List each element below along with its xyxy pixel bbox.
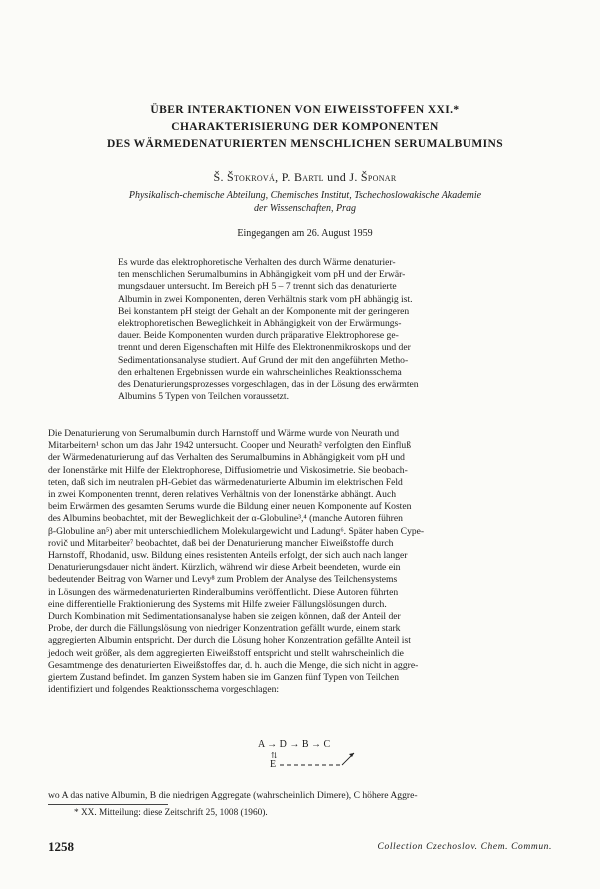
body-line: der Wärmedenaturierung auf das Verhalten des Serumalbumins in Abhängigkeit vom pH und: [48, 452, 405, 464]
scheme-equilibrium-arrow: ⇅: [271, 751, 278, 760]
body-line: Mitarbeitern¹ schon um das Jahr 1942 untersucht. Cooper und Neurath² verfolgten den Einfluß: [48, 440, 412, 452]
abstract-line: Bei konstantem pH steigt der Gehalt an der Komponente mit der geringeren: [118, 305, 410, 317]
body-line: beim Erwärmen des gesamten Serums wurde die Bildung einer neuen Komponente auf Kosten: [48, 501, 412, 513]
author-name: J. Šponar: [349, 170, 397, 184]
body-line: rovič und Mitarbeiter⁷ beobachtet, daß bei der Denaturierung mancher Eiweißstoffe durch: [48, 537, 394, 549]
journal-name: [378, 842, 552, 852]
abstract-line: Sedimentationsanalyse studiert. Auf Grund der mit den angeführten Metho-: [118, 354, 409, 366]
scheme-node-e: E: [270, 759, 277, 770]
reaction-scheme: [258, 739, 378, 779]
body-line: aggregierten Albumin entspricht. Der durch die Lösung hoher Konzentration gefällte Anteil ist: [48, 635, 411, 647]
title-line: CHARAKTERISIERUNG DER KOMPONENTEN: [171, 121, 439, 133]
scheme-dashed-arrow: [258, 739, 378, 779]
body-line: des Albumins beobachtet, mit der Beweglichkeit der α-Globuline³,⁴ (manche Autoren führen: [48, 513, 403, 525]
abstract-line: Albumin in zwei Komponenten, deren Verhältnis stark vom pH abhängig ist.: [118, 293, 413, 305]
body-line: bedeutender Beitrag von Warner und Levy⁸ zum Problem der Analyse des Teilchensystems: [48, 574, 398, 586]
body-line: teten, daß sich im neutralen pH-Gebiet das wärmedenaturierte Albumin im elektrischen Feld: [48, 476, 403, 488]
abstract-line: dauer. Beide Komponenten wurden durch präparative Elektrophorese ge-: [118, 330, 399, 342]
abstract-line: Es wurde das elektrophoretische Verhalten des durch Wärme denaturier-: [118, 257, 396, 268]
scheme-chain: A → D → B → C: [258, 739, 331, 750]
abstract-line: elektrophoretischen Beweglichkeit in Abhängigkeit von der Erwärmungs-: [118, 318, 402, 330]
journal-title: Collection Czechoslov. Chem. Commun.: [377, 842, 552, 852]
author-name: Š. Štokrová: [213, 170, 276, 184]
body-line: giertem Zustand befindet. Im ganzen System haben sie im Ganzen fünf Typen von Teilchen: [48, 672, 400, 684]
body-continuation: wo A das native Albumin, B die niedrigen Aggregate (wahrscheinlich Dimere), C höhere Aggre-: [48, 790, 418, 801]
body-line: in zwei Komponenten trennt, deren relatives Verhältnis von der Ionenstärke abhängt. Auch: [48, 489, 397, 501]
abstract-line: Albumins 5 Typen von Teilchen voraussetzt.: [118, 391, 289, 403]
abstract-line: des Denaturierungsprozesses vorgeschlagen, das in der Lösung des erwärmten: [118, 379, 419, 391]
body-line: β-Globuline an⁵) aber mit unterschiedlichem Molekulargewicht und Ladung⁶. Später haben Cype-: [48, 525, 425, 537]
abstract-line: mungsdauer untersucht. Im Bereich pH 5 – 7 trennt sich das denaturierte: [118, 281, 397, 293]
received-date: Eingegangen am 26. August 1959: [237, 228, 373, 239]
affiliation-line: Physikalisch-chemische Abteilung, Chemisches Institut, Tschechoslowakische Akademie: [128, 190, 482, 201]
affiliation: [80, 189, 530, 215]
author-name: P. Bartl: [281, 170, 324, 184]
footnote-rule: [48, 804, 168, 805]
title-line: ÜBER INTERAKTIONEN VON EIWEISSTOFFEN XXI.*: [150, 104, 460, 116]
body-line: Die Denaturierung von Serumalbumin durch Harnstoff und Wärme wurde von Neurath und: [48, 428, 400, 439]
abstract: [118, 257, 550, 403]
body-line: jedoch weit größer, als dem aggregierten Eiweißstoff entspricht und stellt wahrscheinlich die: [48, 647, 404, 659]
body-line: Durch Kombination mit Sedimentationsanalyse haben sie zeigen können, daß der Anteil der: [48, 611, 401, 623]
body-line: Denaturierungsdauer nicht ändert. Kürzlich, während wir diese Arbeit beendeten, wurde ein: [48, 562, 401, 574]
abstract-line: trennt und deren Eigenschaften mit Hilfe des Elektronenmikroskops und der: [118, 342, 411, 354]
body-line: Harnstoff, Rhodanid, usw. Bildung eines resistenten Anteils erfolgt, der sich auch nach langer: [48, 550, 408, 562]
author-separator: und: [323, 170, 350, 184]
author-line: [60, 170, 550, 185]
affiliation-line: der Wissenschaften, Prag: [254, 203, 356, 214]
body-line: Probe, der durch die Fällungslösung von niedriger Konzentration gefällt wurde, einem stark: [48, 623, 401, 635]
abstract-line: den erhaltenen Ergebnissen wurde ein wahrscheinliches Reaktionsschema: [118, 366, 402, 378]
page-number: 1258: [48, 839, 74, 854]
abstract-line: ten menschlichen Serumalbumins in Abhängigkeit vom pH und der Erwär-: [118, 269, 406, 281]
article-title: [60, 102, 550, 153]
body-text: [48, 428, 550, 696]
body-line: der Ionenstärke mit Hilfe der Elektrophorese, Diffusiometrie und Viskosimetrie. Sie beobach-: [48, 464, 408, 476]
title-line: DES WÄRMEDENATURIERTEN MENSCHLICHEN SERUMALBUMINS: [106, 138, 504, 150]
body-line: Gesamtmenge des denaturierten Eiweißstoffes dar, d. h. auch die Menge, die sich nicht in aggre-: [48, 659, 419, 671]
footnote: * XX. Mitteilung: diese Zeitschrift 25, 1008 (1960).: [74, 808, 268, 818]
body-line: in Lösungen des wärmedenaturierten Rinderalbumins veröffentlicht. Diese Autoren führten: [48, 586, 399, 598]
body-line: identifiziert und folgendes Reaktionsschema vorgeschlagen:: [48, 684, 280, 696]
author-separator: ,: [275, 170, 282, 184]
body-line: eine differentielle Fraktionierung des Systems mit Hilfe zweier Fällungslösungen durch.: [48, 598, 387, 610]
